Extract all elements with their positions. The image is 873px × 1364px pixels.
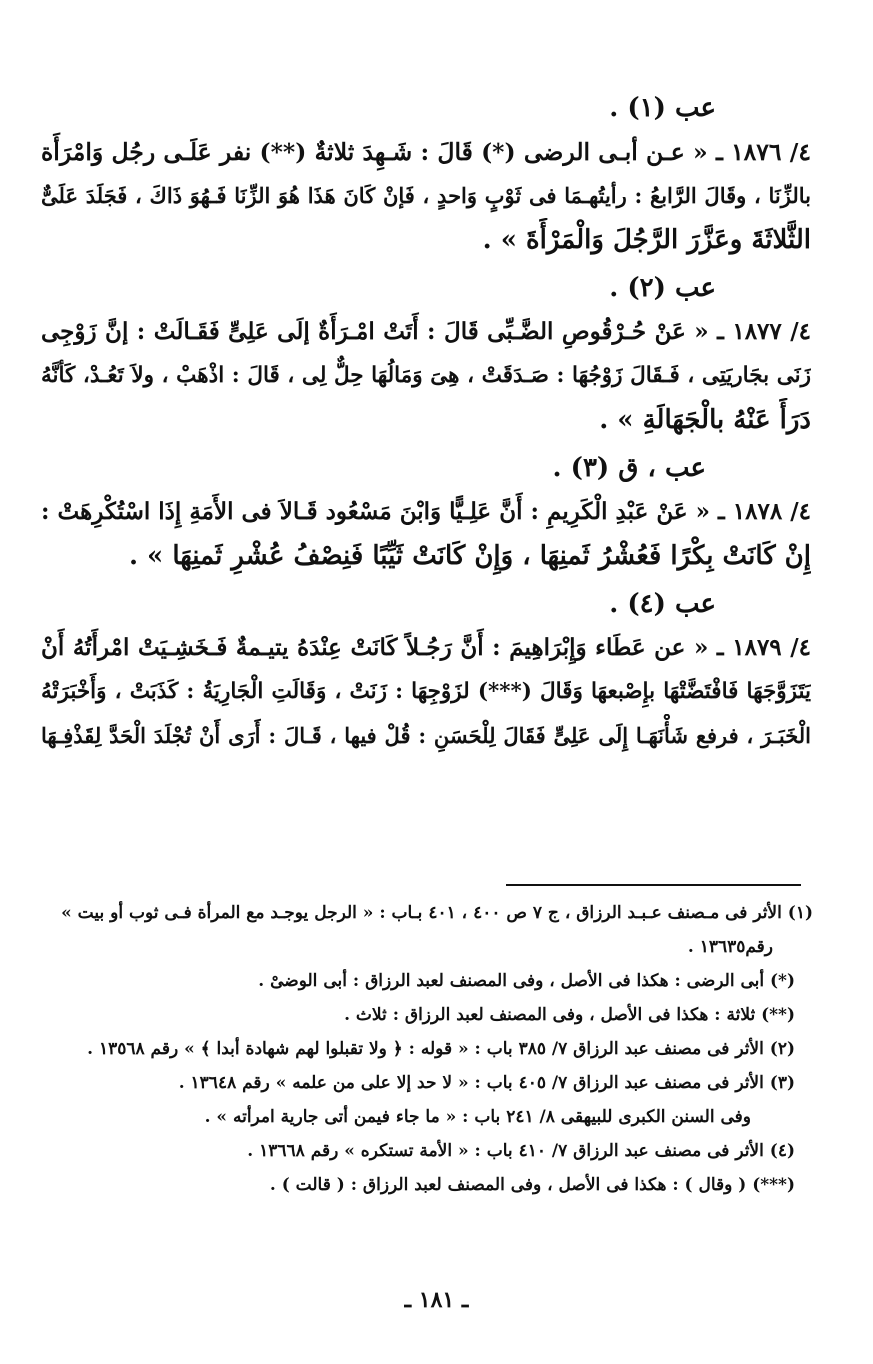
text-line: زَنَى بجَاريَتِى ، فَـقَالَ زَوْجُهَا : صَـدَقَتْ ، هِىَ وَمَالُهَا حِلٌّ لِى ، قَالَ : اذْهَبْ ، ولاَ تَعُـدْ، كَأنَّهُ xyxy=(41,363,811,388)
text-line: يَتَزَوَّجَهَا فَافْتَضَّتْهَا بإِصْبعهَا وَقَالَ (***) لزَوْجِهَا : زَنَتْ ، وَقَالَتِ الْجَارِيَةُ : كَذَبَتْ ، وَأَخْبَرَتْهُ xyxy=(41,679,811,704)
text-line: الْخَبَـرَ ، فرفع شَأْنَهَـا إِلَى عَلِىٍّ فَقَالَ لِلْحَسَنِ : قُلْ فيها ، قَـالَ : أَرَى أَنْ تُجْلَدَ الْحَدَّ لِقَذْفِـهَا xyxy=(41,723,811,748)
text-line: ٤/ ١٨٧٦ ـ « عـن أبـى الرضى (*) قَالَ : شَـهِدَ ثلاثةٌ (**) نفر عَلَـى رجُل وَامْرَأَة xyxy=(41,138,811,166)
footnote-star-1: (*) أبى الرضى : هكذا فى الأصل ، وفى المصنف لعبد الرزاق : أبى الوضىْ . xyxy=(258,971,795,991)
hadith-1877 xyxy=(41,310,811,442)
text-line: الثَّلاثَةَ وعَزَّرَ الرَّجُلَ وَالْمَرْأَةَ » . xyxy=(482,225,811,255)
hadith-1878 xyxy=(41,490,811,578)
source-reference: عب (١) . xyxy=(609,93,716,123)
text-line: ٤/ ١٨٧٩ ـ « عن عَطَاء وَإِبْرَاهِيمَ : أَنَّ رَجُـلاً كَانَتْ عِنْدَهُ يتيـمةٌ فَـخَشِـيَتْ امْرأَتُهُ أَنْ xyxy=(41,634,811,661)
footnote-2: (٢) الأثر فى مصنف عبد الرزاق ٧/ ٣٨٥ باب : « قوله : ﴿ ولا تقبلوا لهم شهادة أبدا ﴾ » رقم ١٣٥٦٨ . xyxy=(87,1039,795,1059)
footnote-star-3: (***) ( وقال ) : هكذا فى الأصل ، وفى المصنف لعبد الرزاق : ( قالت ) . xyxy=(269,1175,795,1195)
source-reference: عب (٢) . xyxy=(609,273,716,303)
footnote-3-continued: وفى السنن الكبرى للبيهقى ٨/ ٢٤١ باب : « ما جاء فيمن أتى جارية امرأته » . xyxy=(204,1107,751,1127)
footnote-1-continued: رقم١٣٦٣٥ . xyxy=(687,937,773,957)
hadith-1876 xyxy=(41,130,811,262)
page-number: ـ ١٨١ ـ xyxy=(404,1287,469,1313)
text-line: ٤/ ١٨٧٧ ـ « عَنْ حُـرْقُوصِ الضَّـبِّى قَالَ : أَتَتْ امْـرَأَةٌ إلَى عَلِىٍّ فَقَـالَتْ : إنَّ زَوْجِى xyxy=(41,318,811,345)
footnote-divider xyxy=(506,884,801,886)
footnotes xyxy=(43,896,813,1202)
hadith-1879 xyxy=(41,626,811,758)
footnote-star-2: (**) ثلاثة : هكذا فى الأصل ، وفى المصنف لعبد الرزاق : ثلاث . xyxy=(344,1005,795,1025)
text-line: إِنْ كَانَتْ بِكْرًا فَعُشْرُ ثَمنِهَا ، وَإِنْ كَانَتْ ثَيِّبًا فَنِصْفُ عُشْرِ ثَمنِهَا » . xyxy=(128,541,811,571)
text-line: ٤/ ١٨٧٨ ـ « عَنْ عَبْدِ الْكَرِيمِ : أَنَّ عَلِـيًّا وَابْنَ مَسْعُود قَـالاَ فى الأَمَةِ إِذَا اسْتُكْرِهَتْ : xyxy=(41,498,811,525)
text-line: بالزِّنَا ، وقَالَ الرَّابعُ : رأيتُهـمَا فى ثَوْبٍ وَاحدٍ ، فَإنْ كَانَ هَذَا هُوَ الزِّنَا فَـهُوَ ذَاكَ ، فَجَلَدَ عَلَىٌّ xyxy=(41,183,811,208)
footnote-3: (٣) الأثر فى مصنف عبد الرزاق ٧/ ٤٠٥ باب : « لا حد إلا على من علمه » رقم ١٣٦٤٨ . xyxy=(178,1073,795,1093)
source-reference: عب ، ق (٣) . xyxy=(552,453,706,483)
source-reference: عب (٤) . xyxy=(609,589,716,619)
footnote-1: (١) الأثر فى مـصنف عـبـد الرزاق ، ج ٧ ص ٤٠٠ ، ٤٠١ بـاب : « الرجل يوجـد مع المرأة فـى ثوب أو بيت » xyxy=(61,903,813,923)
footnote-4: (٤) الأثر فى مصنف عبد الرزاق ٧/ ٤١٠ باب : « الأمة تستكره » رقم ١٣٦٦٨ . xyxy=(247,1141,795,1161)
text-line: دَرَأَ عَنْهُ بالْجَهَالَةِ » . xyxy=(599,405,811,435)
main-text xyxy=(41,86,811,762)
